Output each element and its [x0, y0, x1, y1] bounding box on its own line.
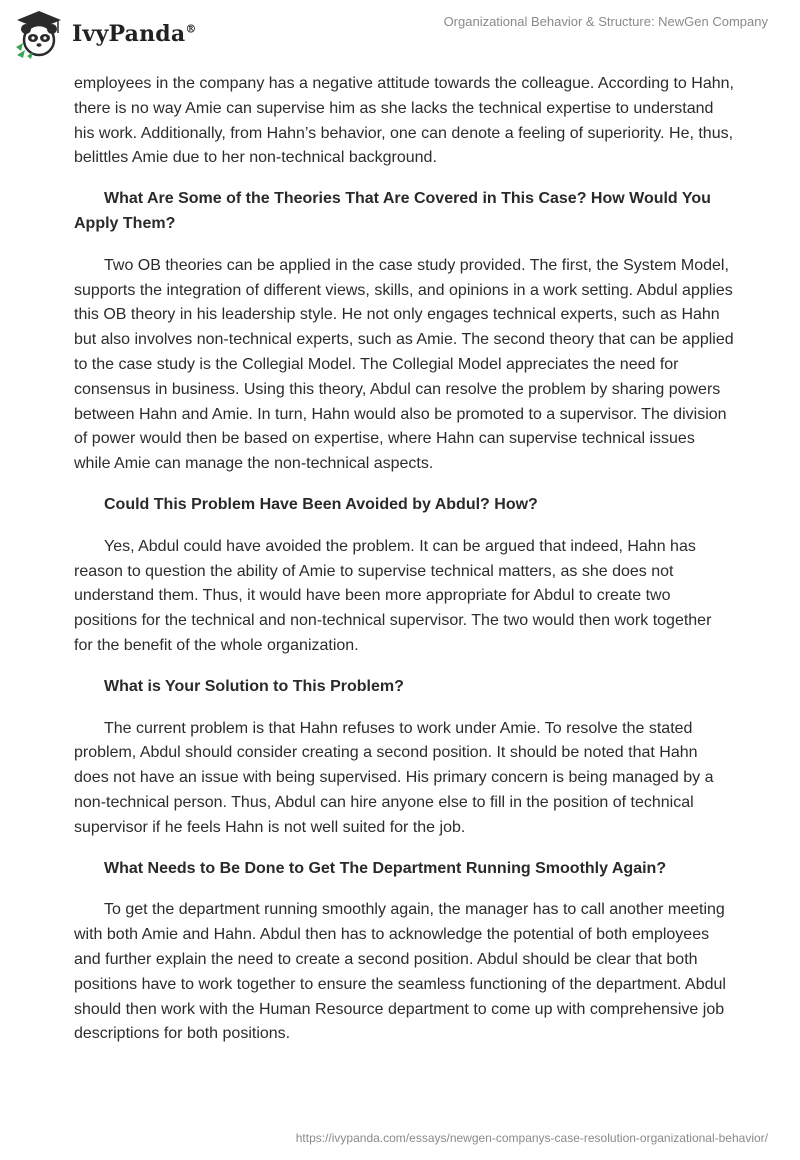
brand-logo[interactable]	[14, 8, 197, 60]
paragraph-avoided: Yes, Abdul could have avoided the problem. It can be argued that indeed, Hahn has reason to question the ability of Amie to supervise technical matters, as she does not understand them. Thus, it would have been more appropriate for Abdul to create two positions for the technical and non-technical supervisor. The two would then work together for the benefit of the whole organization.	[74, 537, 712, 654]
document-title: Organizational Behavior & Structure: NewGen Company	[443, 14, 768, 29]
paragraph-intro: employees in the company has a negative attitude towards the colleague. According to Hahn, there is no way Amie can supervise him as she lacks the technical expertise to understand his work. Additionally, from Hahn’s behavior, one can denote a feeling of superiority. He, thus, belittles Amie due to her non-technical background.	[74, 75, 734, 167]
page-header	[0, 0, 800, 72]
paragraph-theories: Two OB theories can be applied in the case study provided. The first, the System Model, supports the integration of different views, skills, and opinions in a work setting. Abdul applies this OB theory in his leadership style. He not only engages technical experts, such as Hahn but also involves non-technical experts, such as Amie. The second theory that can be applied to the case study is the Collegial Model. The Collegial Model appreciates the need for consensus in business. Using this theory, Abdul can resolve the problem by sharing powers between Hahn and Amie. In turn, Hahn would also be promoted to a supervisor. The division of power would then be based on expertise, where Hahn can supervise technical issues while Amie can manage the non-technical aspects.	[74, 256, 734, 473]
panda-graduate-icon	[14, 9, 64, 59]
section-heading-avoided: Could This Problem Have Been Avoided by Abdul? How?	[104, 495, 538, 513]
section-heading-solution: What is Your Solution to This Problem?	[104, 677, 404, 695]
section-heading-department: What Needs to Be Done to Get The Department Running Smoothly Again?	[104, 859, 667, 877]
section-heading-theories: What Are Some of the Theories That Are Covered in This Case? How Would You Apply Them?	[74, 190, 711, 232]
paragraph-solution: The current problem is that Hahn refuses to work under Amie. To resolve the stated problem, Abdul should consider creating a second position. It should be noted that Hahn does not have an issue with being supervised. His primary concern is being managed by a non-technical person. Thus, Abdul can hire anyone else to fill in the position of technical supervisor if he feels Hahn is not well suited for the job.	[74, 719, 714, 836]
source-url-link[interactable]: https://ivypanda.com/essays/newgen-companys-case-resolution-organizational-behavior/	[295, 1131, 768, 1145]
brand-name: IvyPanda®	[72, 21, 197, 47]
paragraph-department: To get the department running smoothly again, the manager has to call another meeting with both Amie and Hahn. Abdul then has to acknowledge the potential of both employees and further explain the need to create a second position. Abdul should be clear that both positions have to work together to ensure the seamless functioning of the department. Abdul should then work with the Human Resource department to come up with comprehensive job descriptions for both positions.	[74, 901, 726, 1043]
essay-body	[74, 72, 734, 1047]
